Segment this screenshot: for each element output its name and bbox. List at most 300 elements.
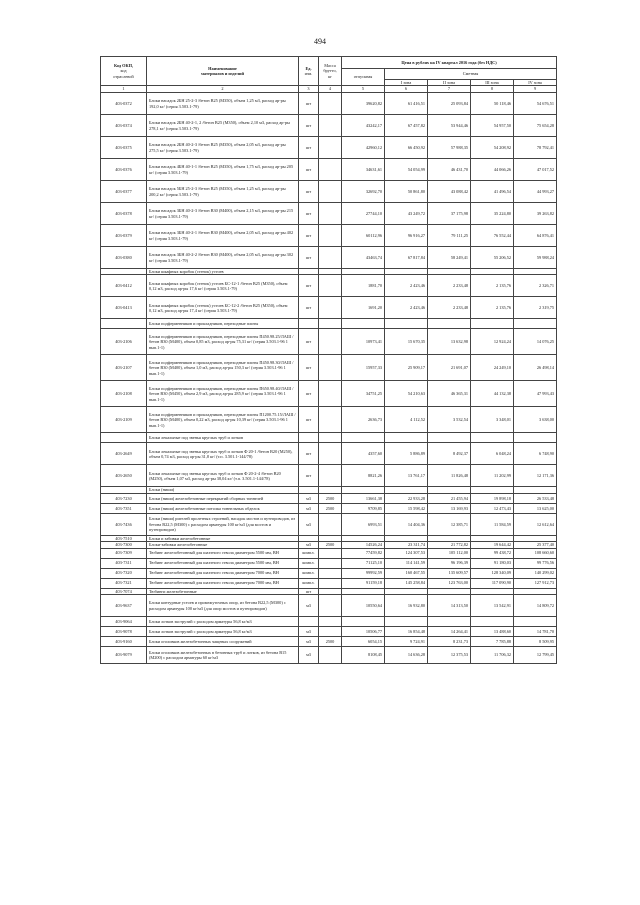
row-price-zone4: 47 017,52 xyxy=(514,159,557,181)
row-price-zone2: 13 632,98 xyxy=(428,329,471,355)
row-price-zone2: 37 175,98 xyxy=(428,203,471,225)
row-price-zone2: 3 532,54 xyxy=(428,407,471,433)
header-code-line2: код xyxy=(120,68,127,74)
colnum-1: 1 xyxy=(101,86,147,93)
row-price-zone4: 26 533,48 xyxy=(514,493,557,503)
row-price-otpusk: 1691,20 xyxy=(342,297,385,319)
row-price-otpusk xyxy=(342,433,385,443)
row-name-cell: Блоки лотков экструзий с расходом арматуры 56,8 кг/м3 xyxy=(147,617,299,627)
row-code-cell: 403-2109 xyxy=(101,407,147,433)
row-price-zone3: 41 496,54 xyxy=(471,181,514,203)
page-number: 494 xyxy=(314,37,326,46)
table-row xyxy=(101,355,557,381)
row-mass-cell xyxy=(319,203,342,225)
row-price-zone1: 43 249,72 xyxy=(385,203,428,225)
row-name-cell: Тюбинг железобетонный для шахтного ствола диаметром 7000 мм, ВН xyxy=(147,578,299,588)
colnum-6: 6 xyxy=(385,86,428,93)
header-code-cell xyxy=(101,57,147,86)
row-price-zone4: 54 676,51 xyxy=(514,93,557,115)
row-price-zone4 xyxy=(514,433,557,443)
row-unit-cell: компл. xyxy=(299,558,319,568)
row-price-zone1: 5 886,89 xyxy=(385,443,428,465)
row-price-zone4: 13 625,00 xyxy=(514,503,557,513)
row-mass-cell xyxy=(319,595,342,617)
row-code-cell xyxy=(101,319,147,329)
row-mass-cell xyxy=(319,381,342,407)
header-smetnaya: Сметная xyxy=(385,69,557,80)
row-price-zone4: 108 660,60 xyxy=(514,548,557,558)
row-price-zone1: 124 307,53 xyxy=(385,548,428,558)
row-unit-cell: шт xyxy=(299,588,319,594)
row-unit-cell: м3 xyxy=(299,637,319,647)
row-price-zone2: 21 691,07 xyxy=(428,355,471,381)
row-price-zone1: 16 932,80 xyxy=(385,595,428,617)
row-price-otpusk: 2636,73 xyxy=(342,407,385,433)
row-code-cell: 403-0372 xyxy=(101,93,147,115)
row-code-cell: 403-2649 xyxy=(101,443,147,465)
row-price-otpusk: 14526,24 xyxy=(342,542,385,548)
table-row xyxy=(101,93,557,115)
row-mass-cell xyxy=(319,548,342,558)
row-price-zone2: 96 196,39 xyxy=(428,558,471,568)
row-price-otpusk: 43242,17 xyxy=(342,115,385,137)
row-price-zone3: 12 924,24 xyxy=(471,329,514,355)
row-price-zone3: 99 438,72 xyxy=(471,548,514,558)
table-row xyxy=(101,115,557,137)
row-price-zone1: 66 450,92 xyxy=(385,137,428,159)
row-price-zone4: 12 799,45 xyxy=(514,647,557,664)
row-unit-cell: шт xyxy=(299,297,319,319)
row-price-zone2 xyxy=(428,433,471,443)
row-mass-cell xyxy=(319,181,342,203)
row-unit-cell: шт xyxy=(299,443,319,465)
row-name-cell: Блоки контурные устоев и промежуточных опор, из бетона В22,5 (М300) с расходом арматуры 100 кг/м3 (для опор мостов и путепроводов) xyxy=(147,595,299,617)
table-row xyxy=(101,558,557,568)
row-code-cell: 403-7320 xyxy=(101,568,147,578)
row-name-cell: Блоки насадок 4БН 40-1-1 /бетон В25 (М350), объем 1,75 м3, расход ар-ры 205 кг/ (серия 3.503.1-79) xyxy=(147,159,299,181)
row-price-zone4: 39 263,82 xyxy=(514,203,557,225)
row-unit-cell: шт xyxy=(299,329,319,355)
row-price-zone4: 25 377,40 xyxy=(514,542,557,548)
row-price-otpusk: 10506,77 xyxy=(342,627,385,637)
row-code-cell: 403-7311 xyxy=(101,558,147,568)
column-number-row xyxy=(101,86,557,93)
row-code-cell: 403-7436 xyxy=(101,513,147,535)
header-unit-line1: Ед. xyxy=(305,65,312,71)
row-unit-cell: м3 xyxy=(299,595,319,617)
row-price-zone3 xyxy=(471,319,514,329)
row-price-zone1: 54 210,63 xyxy=(385,381,428,407)
table-row xyxy=(101,443,557,465)
row-price-otpusk: 32692,70 xyxy=(342,181,385,203)
row-mass-cell xyxy=(319,297,342,319)
row-price-zone2: 21 772,82 xyxy=(428,542,471,548)
row-price-otpusk: 9709,85 xyxy=(342,503,385,513)
row-unit-cell: м3 xyxy=(299,647,319,664)
row-price-zone1: 9 724,91 xyxy=(385,637,428,647)
row-unit-cell: м3 xyxy=(299,503,319,513)
table-row xyxy=(101,578,557,588)
row-price-zone2: 46 365,31 xyxy=(428,381,471,407)
row-price-zone4: 12 171,36 xyxy=(514,465,557,487)
row-unit-cell: шт xyxy=(299,181,319,203)
row-code-cell: 403-7309 xyxy=(101,548,147,558)
row-price-zone2 xyxy=(428,319,471,329)
row-price-zone3: 3 348,01 xyxy=(471,407,514,433)
row-price-zone1: 22 933,28 xyxy=(385,493,428,503)
row-price-zone1 xyxy=(385,319,428,329)
row-code-cell: 403-7321 xyxy=(101,578,147,588)
row-price-zone4: 14 076,25 xyxy=(514,329,557,355)
row-unit-cell xyxy=(299,433,319,443)
header-zone3: III зона xyxy=(471,79,514,85)
row-price-zone4 xyxy=(514,617,557,627)
row-unit-cell: шт xyxy=(299,247,319,269)
row-unit-cell: м3 xyxy=(299,627,319,637)
row-price-zone1: 61 416,51 xyxy=(385,93,428,115)
row-price-zone3 xyxy=(471,617,514,627)
row-code-cell xyxy=(101,433,147,443)
table-row xyxy=(101,637,557,647)
row-price-zone3: 54 957,50 xyxy=(471,115,514,137)
row-price-zone1: 54 054,99 xyxy=(385,159,428,181)
row-price-zone4 xyxy=(514,319,557,329)
header-otpusk: отпускная xyxy=(342,69,385,86)
colnum-2: 2 xyxy=(147,86,299,93)
row-mass-cell xyxy=(319,355,342,381)
row-price-zone2: 123 763,00 xyxy=(428,578,471,588)
row-price-zone4: 12 612,64 xyxy=(514,513,557,535)
row-price-zone1: 14 636,28 xyxy=(385,647,428,664)
row-price-zone1: 14 404,36 xyxy=(385,513,428,535)
header-name-line1: Наименование xyxy=(208,65,237,71)
colnum-9: 9 xyxy=(514,86,557,93)
row-price-zone4: 14 809,72 xyxy=(514,595,557,617)
row-code-cell: 403-7300 xyxy=(101,542,147,548)
row-mass-cell xyxy=(319,275,342,297)
header-zone2: II зона xyxy=(428,79,471,85)
row-name-cell: Блоки (ниши) xyxy=(147,487,299,493)
table-row xyxy=(101,137,557,159)
header-zone1: I зона xyxy=(385,79,428,85)
row-price-otpusk: 10973,41 xyxy=(342,329,385,355)
row-price-zone2: 13 169,93 xyxy=(428,503,471,513)
table-row xyxy=(101,595,557,617)
row-name-cell: Блоки лотков экструзий с расходом арматуры 56,8 кг/м3 xyxy=(147,627,299,637)
row-price-zone4: 3 638,00 xyxy=(514,407,557,433)
row-price-zone3: 11 584,59 xyxy=(471,513,514,535)
row-name-cell: Блоки подферменников и прокладников, переходные плиты П1200.75.15/ЛАШ /бетон В30 (М400), объем 0,22 м3, расход ар-ры 10,39 кг/ (серия 3.503.1-96 1 вып.1-1) xyxy=(147,407,299,433)
table-row xyxy=(101,433,557,443)
row-name-cell: Блоки подферменников и прокладников, переходные плиты П450.98.25/ЛАШ /бетон В30 (М400), объем 0,85 м3, расход ар-ры 75,31 кг/ (серия 3.503.1-96 1 вып.1-1) xyxy=(147,329,299,355)
row-price-zone3: 91 180,03 xyxy=(471,558,514,568)
row-name-cell: Блоки насадок 5БН 25-2-3 /бетон В25 (М350), объем 1,25 м3, расход ар-ры 200,2 кг/ (серия 3.503.1-79) xyxy=(147,181,299,203)
row-code-cell: 403-7510 xyxy=(101,535,147,541)
table-row xyxy=(101,319,557,329)
header-mass-line3: кг xyxy=(328,73,332,79)
row-price-zone2: 53 944,46 xyxy=(428,115,471,137)
row-code-cell: 403-2650 xyxy=(101,465,147,487)
row-price-zone1: 23 311,74 xyxy=(385,542,428,548)
row-name-cell: Блоки насадок 3БН 40-2-3 /бетон В30 (М400), объем 2,15 м3, расход ар-ры 215 кг/ (серия 3.503.1-79) xyxy=(147,203,299,225)
header-unit-cell xyxy=(299,57,319,86)
row-price-zone4: 75 654,28 xyxy=(514,115,557,137)
row-code-cell: 403-9078 xyxy=(101,627,147,637)
header-code-line1: Код ОКП, xyxy=(113,62,134,68)
row-price-zone2: 11 826,48 xyxy=(428,465,471,487)
row-price-otpusk: 39620,82 xyxy=(342,93,385,115)
table-row xyxy=(101,465,557,487)
row-name-cell: Блоки оголовков железобетонных чащевых сооружений xyxy=(147,637,299,647)
row-price-otpusk: 1881,70 xyxy=(342,275,385,297)
row-code-cell: 403-2107 xyxy=(101,355,147,381)
row-price-zone1: 25 909,17 xyxy=(385,355,428,381)
row-code-cell: 403-0380 xyxy=(101,247,147,269)
table-row xyxy=(101,407,557,433)
row-mass-cell xyxy=(319,558,342,568)
row-code-cell: 403-9637 xyxy=(101,595,147,617)
row-name-cell: Тюбинг железобетонный для шахтного ствола диаметром 5500 мм, ВН xyxy=(147,548,299,558)
row-mass-cell xyxy=(319,137,342,159)
table-row xyxy=(101,381,557,407)
header-price-title: Цена в рублях на IV квартал 2016 года (без НДС) xyxy=(342,57,557,69)
row-price-zone1 xyxy=(385,433,428,443)
header-unit-line2: изм. xyxy=(304,71,313,76)
row-price-zone4: 47 993,43 xyxy=(514,381,557,407)
header-mass-line2: брутто, xyxy=(323,68,337,74)
table-header xyxy=(101,57,557,93)
row-unit-cell: компл. xyxy=(299,548,319,558)
row-name-cell: Блоки и забивки железобетонные xyxy=(147,535,299,541)
row-price-zone2: 14 313,50 xyxy=(428,595,471,617)
row-code-cell: 403-0375 xyxy=(101,137,147,159)
row-mass-cell xyxy=(319,647,342,664)
row-mass-cell xyxy=(319,627,342,637)
row-price-zone1: 50 861,80 xyxy=(385,181,428,203)
row-mass-cell xyxy=(319,93,342,115)
row-price-zone4: 8 509,95 xyxy=(514,637,557,647)
row-price-zone1: 67 817,84 xyxy=(385,247,428,269)
row-price-zone2: 58 249,41 xyxy=(428,247,471,269)
row-code-cell: 403-7230 xyxy=(101,493,147,503)
row-mass-cell xyxy=(319,443,342,465)
table-row xyxy=(101,297,557,319)
row-unit-cell: шт xyxy=(299,225,319,247)
row-code-cell: 403-0376 xyxy=(101,159,147,181)
row-price-zone1 xyxy=(385,617,428,627)
row-name-cell: Блоки (ниши) железобетонные потолка тоннельных обделок xyxy=(147,503,299,513)
row-price-zone1: 2 423,46 xyxy=(385,275,428,297)
row-name-cell: Блоки подферменников и прокладников, переходные плиты П450.98.30/ЛАШ /бетон В30 (М400), объем 1,0 м3, расход ар-ры 150,3 кг/ (серия 3.503.1-96 1 вып.1-1) xyxy=(147,355,299,381)
colnum-3: 3 xyxy=(299,86,319,93)
row-name-cell: Тюбинги железобетонные xyxy=(147,588,299,594)
row-price-zone1: 2 423,46 xyxy=(385,297,428,319)
row-price-zone4: 14 781,70 xyxy=(514,627,557,637)
row-mass-cell: 2500 xyxy=(319,542,342,548)
row-unit-cell: м3 xyxy=(299,542,319,548)
row-unit-cell xyxy=(299,319,319,329)
row-price-zone1: 15 598,42 xyxy=(385,503,428,513)
row-price-zone3: 6 048,24 xyxy=(471,443,514,465)
table-row xyxy=(101,568,557,578)
row-price-zone4: 44 993,27 xyxy=(514,181,557,203)
row-code-cell: 403-7351 xyxy=(101,503,147,513)
row-price-zone3: 13 542,91 xyxy=(471,595,514,617)
header-mass-cell xyxy=(319,57,342,86)
header-name-cell xyxy=(147,57,299,86)
row-mass-cell xyxy=(319,578,342,588)
row-price-zone2: 105 112,00 xyxy=(428,548,471,558)
row-name-cell: Блоки лекальные под звенья круглых труб и лотков Ф 20-1 /бетон В20 (М250), объем 0,74 м3, расход ар-ры 31,8 кг/ (т.п. 3.501.1-144/78) xyxy=(147,443,299,465)
row-price-zone2: 2 233,48 xyxy=(428,297,471,319)
row-price-zone2: 12 375,53 xyxy=(428,647,471,664)
row-code-cell: 403-0374 xyxy=(101,115,147,137)
table-row xyxy=(101,647,557,664)
row-price-zone4: 2 326,71 xyxy=(514,275,557,297)
row-price-otpusk: 10550,64 xyxy=(342,595,385,617)
row-price-otpusk: 8108,45 xyxy=(342,647,385,664)
row-code-cell: 403-2106 xyxy=(101,329,147,355)
row-price-zone2: 21 455,94 xyxy=(428,493,471,503)
row-code-cell: 403-0379 xyxy=(101,225,147,247)
row-price-zone2: 14 264,41 xyxy=(428,627,471,637)
row-code-cell: 403-0377 xyxy=(101,181,147,203)
row-price-zone4: 6 748,90 xyxy=(514,443,557,465)
row-mass-cell: 2500 xyxy=(319,637,342,647)
row-price-zone2 xyxy=(428,617,471,627)
row-name-cell: Блоки шкафных коробок (стенок) устоев БС-12-2 /бетон В25 (М350), объем 0,12 м3, расход ар-ры 17,4 кг/ (серия 3.503.1-79) xyxy=(147,297,299,319)
row-price-zone2: 79 111,25 xyxy=(428,225,471,247)
table-row xyxy=(101,617,557,627)
row-price-zone1: 96 916,27 xyxy=(385,225,428,247)
row-price-zone3: 12 473,43 xyxy=(471,503,514,513)
row-price-zone1: 4 112,52 xyxy=(385,407,428,433)
table-row xyxy=(101,247,557,269)
row-price-zone1: 114 141,59 xyxy=(385,558,428,568)
row-name-cell: Блоки насадок 3БН 40-2-2 /бетон В30 (М400), объем 2,05 м3, расход ар-ры 302 кг/ (серия 3.503.1-79) xyxy=(147,247,299,269)
row-price-otpusk xyxy=(342,319,385,329)
row-mass-cell xyxy=(319,247,342,269)
row-unit-cell xyxy=(299,617,319,627)
header-mass-line1: Масса xyxy=(324,62,336,68)
row-price-zone1: 13 761,17 xyxy=(385,465,428,487)
row-price-zone2: 8 492,37 xyxy=(428,443,471,465)
table-row xyxy=(101,159,557,181)
row-mass-cell xyxy=(319,329,342,355)
row-price-zone3: 7 785,88 xyxy=(471,637,514,647)
row-price-otpusk: 4357,60 xyxy=(342,443,385,465)
row-price-zone3: 24 249,10 xyxy=(471,355,514,381)
table-row xyxy=(101,627,557,637)
row-mass-cell xyxy=(319,568,342,578)
table-row xyxy=(101,493,557,503)
row-mass-cell xyxy=(319,513,342,535)
table-row xyxy=(101,513,557,535)
row-price-otpusk: 60112,96 xyxy=(342,225,385,247)
row-price-otpusk xyxy=(342,617,385,627)
row-name-cell: Блоки насадок 3БН 40-2-1 /бетон В30 (М400), объем 2,05 м3, расход ар-ры 402 кг/ (серия 3.503.1-79) xyxy=(147,225,299,247)
row-mass-cell xyxy=(319,407,342,433)
table-row xyxy=(101,225,557,247)
row-name-cell: Блоки шкафных коробок (стенок) устоев БС-12-1 /бетон В25 (М350), объем 0,12 м3, расход ар-ры 17,6 кг/ (серия 3.503.1-79) xyxy=(147,275,299,297)
row-price-zone4: 99 776,56 xyxy=(514,558,557,568)
row-price-zone3: 50 118,46 xyxy=(471,93,514,115)
row-name-cell: Блоки насадок 2БН 25-2-3 /бетон В25 (М350), объем 1,25 м3, расход ар-ры 192,0 кг/ (серия 3.503.1-79) xyxy=(147,93,299,115)
header-code-line3: отраслевой xyxy=(113,73,134,79)
row-price-otpusk: 13661,38 xyxy=(342,493,385,503)
row-code-cell: 403-0413 xyxy=(101,297,147,319)
row-price-otpusk: 6054,15 xyxy=(342,637,385,647)
row-price-zone4: 64 876,41 xyxy=(514,225,557,247)
row-price-otpusk: 27744,10 xyxy=(342,203,385,225)
row-name-cell: Блоки лекальные под звенья круглых труб и лотков xyxy=(147,433,299,443)
row-price-zone2: 8 231,73 xyxy=(428,637,471,647)
row-price-zone3 xyxy=(471,433,514,443)
row-price-zone4: 78 792,41 xyxy=(514,137,557,159)
row-price-zone3: 44 132,38 xyxy=(471,381,514,407)
header-zone4: IV зона xyxy=(514,79,557,85)
row-unit-cell: шт xyxy=(299,137,319,159)
row-unit-cell: шт xyxy=(299,203,319,225)
row-price-otpusk: 34631,61 xyxy=(342,159,385,181)
row-price-otpusk: 77459,82 xyxy=(342,548,385,558)
row-price-zone3: 19 644,42 xyxy=(471,542,514,548)
row-name-cell: Блоки лекальные под звенья круглых труб и лотков Ф 20-2-4 /бетон В20 (М250), объем 1,07 м3, расход ар-ры 38,04 кг/ (т.п. 3.501.1-144/78) xyxy=(147,465,299,487)
row-unit-cell: компл. xyxy=(299,568,319,578)
table-row xyxy=(101,203,557,225)
row-price-zone3: 54 208,92 xyxy=(471,137,514,159)
row-price-zone2: 25 093,84 xyxy=(428,93,471,115)
row-code-cell: 403-9160 xyxy=(101,637,147,647)
row-unit-cell: м3 xyxy=(299,513,319,535)
row-code-cell: 403-0378 xyxy=(101,203,147,225)
row-price-zone3: 117 090,90 xyxy=(471,578,514,588)
row-mass-cell: 2500 xyxy=(319,503,342,513)
row-unit-cell: компл. xyxy=(299,578,319,588)
row-name-cell: Блоки (ниши) ригелей пролетных строений, насадок мостов и путепроводов, из бетона В22,5 (М300) с расходом арматуры 100 кг/м3 (для мостов и путепроводов) xyxy=(147,513,299,535)
table-row xyxy=(101,503,557,513)
row-price-zone2: 12 385,71 xyxy=(428,513,471,535)
row-price-otpusk: 42960,12 xyxy=(342,137,385,159)
row-name-cell: Блоки насадок 2БН 40-2-3 /бетон В25 (М350), объем 2,05 м3, расход ар-ры 275,5 кг/ (серия 3.503.1-79) xyxy=(147,137,299,159)
row-mass-cell xyxy=(319,225,342,247)
row-mass-cell xyxy=(319,159,342,181)
row-code-cell: 403-7074 xyxy=(101,588,147,594)
row-price-zone2: 135 609,57 xyxy=(428,568,471,578)
row-name-cell: Тюбинг железобетонный для шахтного ствола диаметром 5500 мм, ВН xyxy=(147,558,299,568)
row-price-zone2: 2 233,48 xyxy=(428,275,471,297)
table-row xyxy=(101,181,557,203)
row-code-cell: 403-9064 xyxy=(101,617,147,627)
row-unit-cell: шт xyxy=(299,275,319,297)
row-name-cell: Блоки насадок 2БН 40-2-1, 2 /бетон В25 (М350), объем 2,10 м3, расход ар-ры 278,1 кг/ (серия 3.503.1-79) xyxy=(147,115,299,137)
row-code-cell: 403-9079 xyxy=(101,647,147,664)
colnum-5: 5 xyxy=(342,86,385,93)
row-name-cell: Тюбинг железобетонный для шахтного ствола диаметром 7000 мм, ВН xyxy=(147,568,299,578)
colnum-4: 4 xyxy=(319,86,342,93)
row-price-zone3: 55 206,52 xyxy=(471,247,514,269)
row-price-otpusk: 15957,33 xyxy=(342,355,385,381)
row-price-zone4: 59 988,24 xyxy=(514,247,557,269)
row-unit-cell: шт xyxy=(299,115,319,137)
row-mass-cell xyxy=(319,433,342,443)
row-price-otpusk: 34751,25 xyxy=(342,381,385,407)
row-price-zone3: 11 202,99 xyxy=(471,465,514,487)
colnum-8: 8 xyxy=(471,86,514,93)
row-unit-cell: шт xyxy=(299,159,319,181)
table-row xyxy=(101,329,557,355)
row-name-cell: Блоки подферменников и прокладников, переходные плиты П650.98.40/ЛАШ /бетон В30 (М450), объем 2,9 м3, расход ар-ры 285,9 кг/ (серия 3.503.1-96 1 вып.1-1) xyxy=(147,381,299,407)
